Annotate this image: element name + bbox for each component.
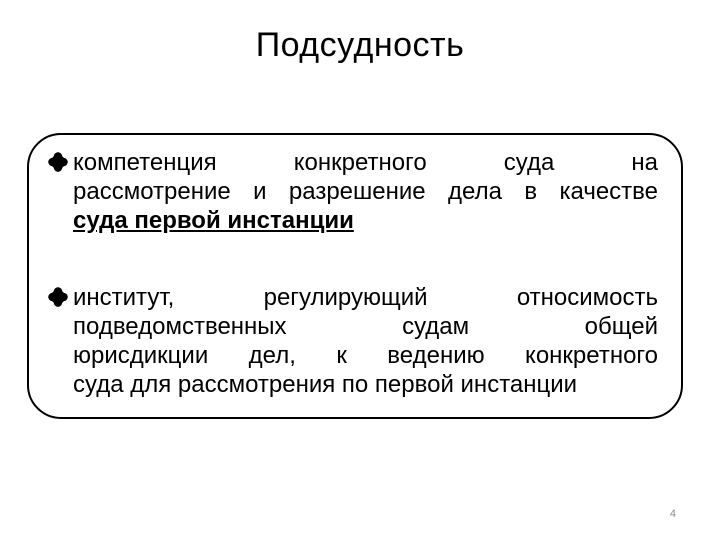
bullet-item	[48, 283, 658, 399]
bullet-line: рассмотрение и разрешение дела в качестве	[73, 178, 658, 205]
bullet-line	[48, 206, 658, 235]
page-number: 4	[669, 508, 676, 520]
bullet-line: институт, регулирующий относимость	[73, 284, 658, 311]
diamond-bullet-icon	[48, 152, 68, 172]
slide-title: Подсудность	[255, 26, 465, 64]
bullet-line: суда для рассмотрения по первой инстанции	[73, 371, 578, 398]
diamond-bullet-icon	[48, 287, 68, 307]
bullet-line: компетенция конкретного суда на	[73, 149, 658, 176]
emphasized-text: суда первой инстанции	[73, 207, 354, 234]
bullet-item	[48, 148, 658, 235]
bullet-line: юрисдикции дел, к ведению конкретного	[73, 342, 658, 369]
bullet-line: подведомственных судам общей	[73, 313, 658, 340]
